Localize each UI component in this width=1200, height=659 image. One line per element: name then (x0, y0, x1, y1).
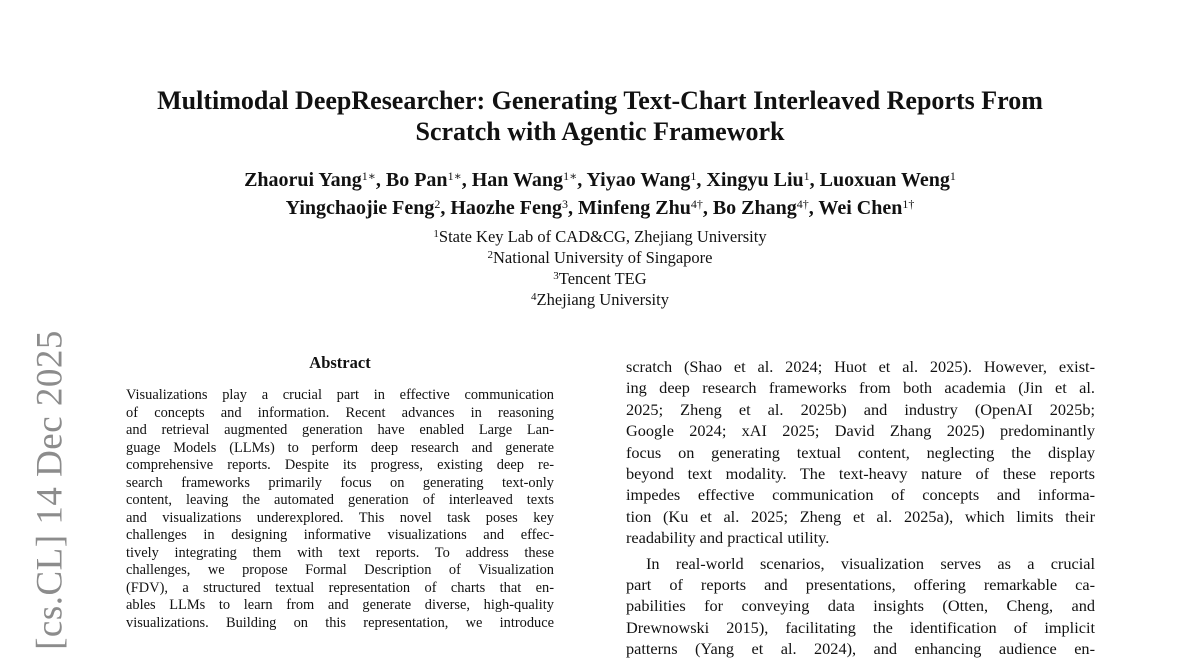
author-separator: , (696, 169, 707, 191)
abstract-line: comprehensive reports. Despite its progress, existing deep re- (126, 457, 554, 473)
abstract-line: Visualizations play a crucial part in effective communication (126, 387, 554, 403)
affiliation-mark: 1 (433, 228, 439, 240)
author-separator: , (577, 169, 587, 191)
affiliation-mark: 3 (553, 270, 559, 282)
author-row-2 (100, 194, 1100, 222)
author-name: Wei Chen (818, 197, 903, 219)
author-affil-mark: 1 (949, 169, 956, 183)
author-list (100, 166, 1100, 222)
affiliation-mark: 4 (531, 291, 537, 303)
abstract-line: (FDV), a structured textual representation of charts that en- (126, 579, 554, 596)
author-separator: , (808, 197, 819, 219)
author-name: Luoxuan Weng (819, 169, 950, 191)
author-affil-mark: 1 (803, 169, 810, 183)
affiliation (100, 289, 1100, 310)
body-line: scratch (Shao et al. 2024; Huot et al. 2025). However, exist- (626, 357, 1095, 376)
affiliation (100, 268, 1100, 289)
abstract-line: ables LLMs to learn from and generate diverse, high-quality (126, 597, 554, 613)
abstract-line: of concepts and information. Recent advances in reasoning (126, 404, 554, 421)
body-line: impedes effective communication of concepts and informa- (626, 485, 1095, 505)
author-name: Bo Zhang (712, 197, 797, 219)
author-affil-mark: 1∗ (447, 169, 462, 183)
body-line: In real-world scenarios, visualization serves as a crucial (646, 553, 1095, 573)
author-name: Zhaorui Yang (244, 169, 362, 191)
abstract-line: search frameworks primarily focus on generating text-only (126, 474, 554, 491)
author-affil-mark: 3 (562, 197, 569, 211)
author-row-1 (100, 166, 1100, 194)
body-line: part of reports and presentations, offering remarkable ca- (626, 574, 1095, 594)
author-affil-mark: 1 (690, 169, 697, 183)
author-name: Bo Pan (385, 169, 448, 191)
author-separator: , (375, 169, 386, 191)
author-separator: , (461, 169, 472, 191)
paper-title (100, 85, 1100, 147)
body-line: 2025; Zheng et al. 2025b) and industry (OpenAI 2025b; (626, 399, 1095, 419)
abstract-line: challenges in designing informative visualizations and effec- (126, 527, 554, 543)
body-line: Drewnowski 2015), facilitating the identification of implicit (626, 617, 1095, 637)
author-affil-mark: 1† (902, 197, 915, 211)
abstract-line: challenges, we propose Formal Description of Visualization (126, 562, 554, 578)
affiliation-mark: 2 (487, 249, 493, 261)
author-name: Han Wang (471, 169, 564, 191)
title-line-1: Multimodal DeepResearcher: Generating Text-Chart Interleaved Reports From (157, 86, 1043, 115)
affiliation-text: Tencent TEG (558, 269, 647, 288)
abstract-line: and visualizations underexplored. This novel task poses key (126, 509, 554, 526)
abstract-heading: Abstract (309, 353, 371, 372)
affiliation-text: State Key Lab of CAD&CG, Zhejiang University (438, 227, 767, 246)
author-separator: , (568, 197, 579, 219)
author-name: Yiyao Wang (586, 169, 691, 191)
author-name: Minfeng Zhu (578, 197, 691, 219)
author-name: Haozhe Feng (450, 197, 563, 219)
body-line: ing deep research frameworks from both academia (Jin et al. (626, 378, 1095, 398)
abstract-line: tively integrating them with text reports. To address these (126, 544, 554, 561)
abstract-line: and retrieval augmented generation have enabled Large Lan- (126, 422, 554, 438)
author-name: Xingyu Liu (706, 169, 804, 191)
title-line-2: Scratch with Agentic Framework (415, 117, 785, 146)
abstract-line: guage Models (LLMs) to perform deep research and generate (126, 439, 554, 456)
author-separator: , (809, 169, 820, 191)
body-line: tion (Ku et al. 2025; Zheng et al. 2025a), which limits their (626, 506, 1095, 526)
author-affil-mark: 4† (690, 197, 703, 211)
body-line: beyond text modality. The text-heavy nature of these reports (626, 463, 1095, 483)
affiliation (100, 247, 1100, 268)
body-line: patterns (Yang et al. 2024), and enhancing audience en- (626, 639, 1095, 659)
author-separator: , (702, 197, 713, 219)
affiliation-list (100, 226, 1100, 310)
body-line: focus on generating textual content, neglecting the display (626, 442, 1095, 462)
intro-column (626, 356, 1095, 659)
body-line: Google 2024; xAI 2025; David Zhang 2025) predominantly (626, 421, 1095, 441)
affiliation-text: Zhejiang University (536, 290, 669, 309)
author-separator: , (440, 197, 451, 219)
abstract-line: content, leaving the automated generation of interleaved texts (126, 492, 554, 508)
author-affil-mark: 1∗ (563, 169, 578, 183)
abstract-line: visualizations. Building on this representation, we introduce (126, 614, 554, 631)
author-affil-mark: 1∗ (361, 169, 376, 183)
author-name: Yingchaojie Feng (285, 197, 435, 219)
arxiv-stamp: [cs.CL] 14 Dec 2025 (29, 330, 71, 650)
author-affil-mark: 2 (434, 197, 441, 211)
affiliation-text: National University of Singapore (493, 248, 713, 267)
author-affil-mark: 4† (796, 197, 809, 211)
abstract-body (126, 387, 554, 632)
body-line: readability and practical utility. (626, 528, 830, 548)
body-line: pabilities for conveying data insights (Otten, Cheng, and (626, 596, 1095, 616)
affiliation (100, 226, 1100, 247)
